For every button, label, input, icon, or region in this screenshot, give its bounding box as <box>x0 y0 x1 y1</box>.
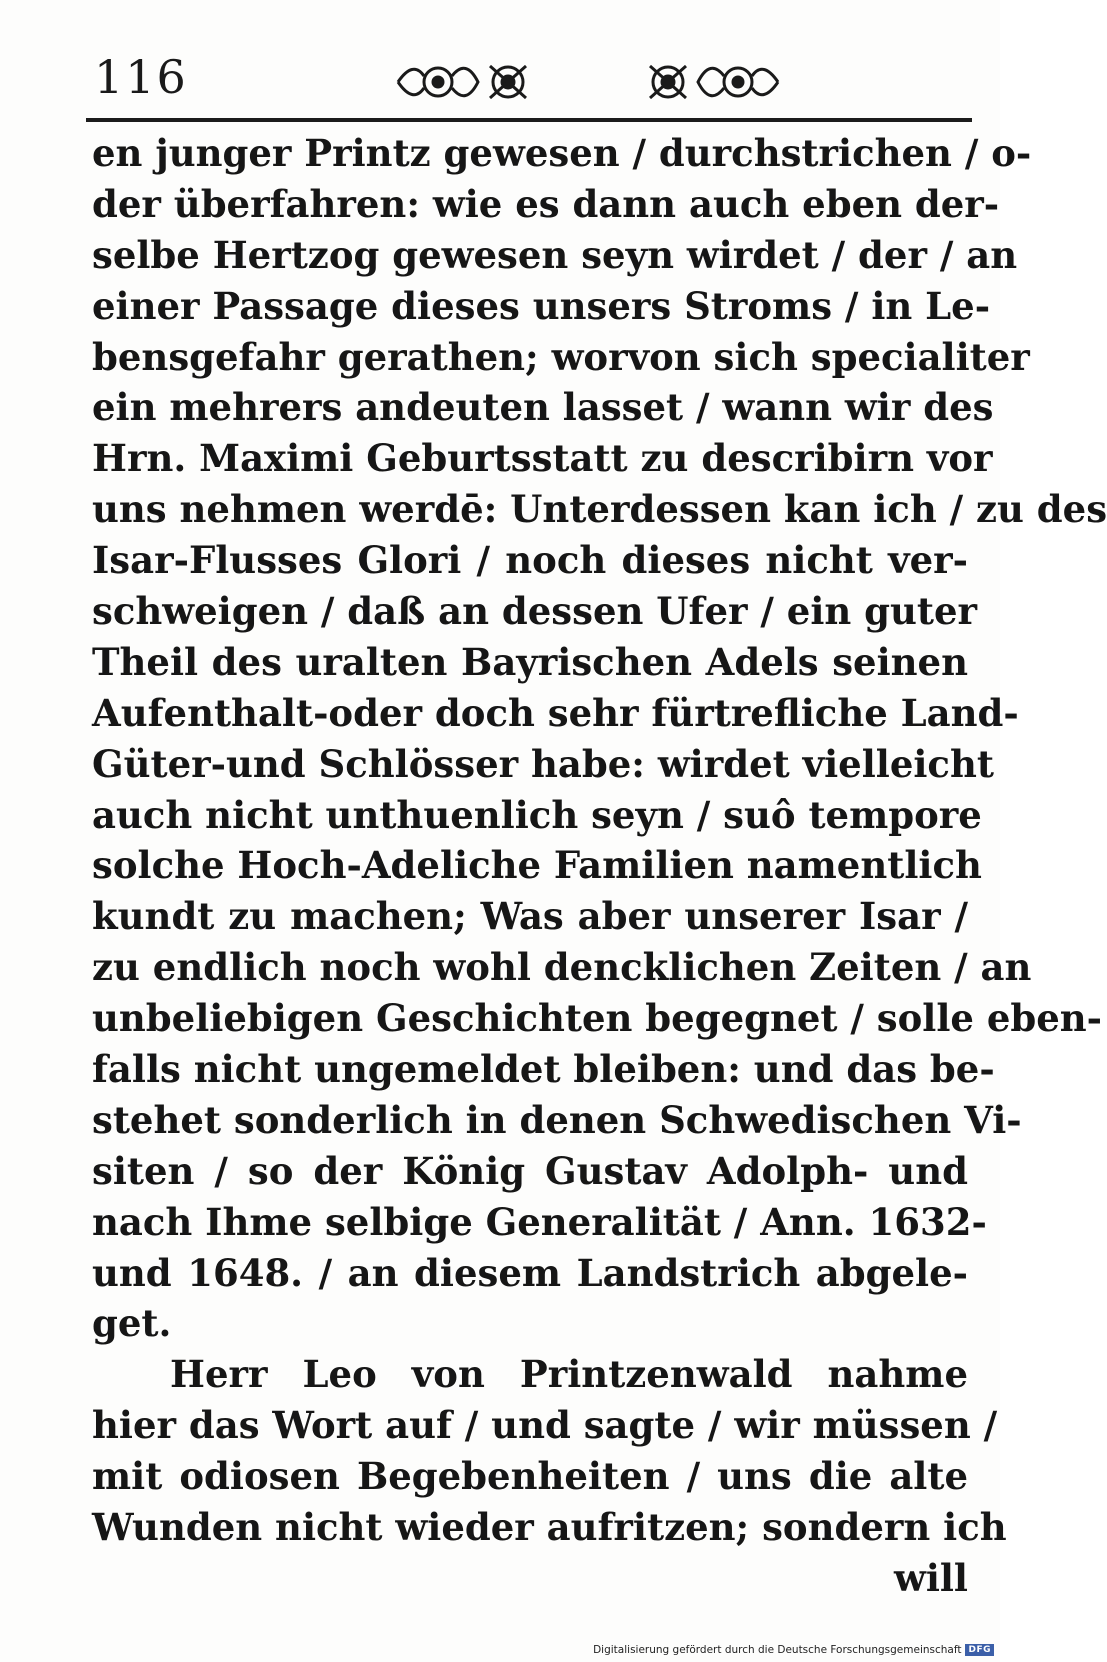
text-line: schweigen / daß an dessen Ufer / ein guter <box>92 589 978 634</box>
text-line: bensgefahr gerathen; worvon sich specialiter <box>92 334 1030 379</box>
body-text <box>92 128 1107 1604</box>
digitization-footer <box>593 1642 994 1658</box>
text-line: selbe Hertzog gewesen seyn wirdet / der / an <box>92 232 1018 277</box>
footer-credit: Digitalisierung gefördert durch die Deutsche Forschungsgemeinschaft <box>593 1644 962 1656</box>
text-line: Herr Leo von Printzenwald nahme <box>170 1352 968 1397</box>
text-line: Güter-und Schlösser habe: wirdet vielleicht <box>92 741 994 786</box>
page-header <box>88 46 970 120</box>
text-line: und 1648. / an diesem Landstrich abgele- <box>92 1250 968 1295</box>
text-line: falls nicht ungemeldet bleiben: und das be- <box>92 1047 995 1092</box>
catchword: will <box>893 1555 968 1600</box>
text-line: zu endlich noch wohl dencklichen Zeiten / an <box>92 945 1032 990</box>
text-line: kundt zu machen; Was aber unserer Isar / <box>92 894 968 939</box>
text-line: get. <box>92 1301 172 1346</box>
text-line: hier das Wort auf / und sagte / wir müssen / <box>92 1403 998 1448</box>
text-line: mit odiosen Begebenheiten / uns die alte <box>92 1454 968 1499</box>
text-line: Wunden nicht wieder aufritzen; sondern ich <box>92 1505 1007 1550</box>
text-line: ein mehrers andeuten lasset / wann wir des <box>92 385 994 430</box>
text-line: solche Hoch-Adeliche Familien namentlich <box>92 843 982 888</box>
text-line: Isar-Flusses Glori / noch dieses nicht ver- <box>92 538 968 583</box>
text-line: der überfahren: wie es dann auch eben der- <box>92 181 1000 226</box>
text-line: en junger Printz gewesen / durchstrichen / o- <box>92 131 1032 175</box>
text-line: Aufenthalt-oder doch sehr fürtrefliche Land- <box>92 690 1019 735</box>
text-line: Theil des uralten Bayrischen Adels seinen <box>92 639 968 684</box>
text-line: auch nicht unthuenlich seyn / suô tempore <box>92 792 982 837</box>
header-rule <box>86 118 972 122</box>
text-line: siten / so der König Gustav Adolph- und <box>92 1148 968 1193</box>
text-line: einer Passage dieses unsers Stroms / in Le- <box>92 283 991 328</box>
dfg-logo-icon: DFG <box>965 1644 994 1656</box>
text-line: unbeliebigen Geschichten begegnet / solle eben- <box>92 996 1103 1041</box>
text-line: stehet sonderlich in denen Schwedischen Vi- <box>92 1097 1022 1142</box>
ornament-icon <box>378 46 798 116</box>
text-line: Hrn. Maximi Geburtsstatt zu describirn vor <box>92 436 993 481</box>
text-line: nach Ihme selbige Generalität / Ann. 1632- <box>92 1199 987 1244</box>
page-number: 116 <box>94 50 188 104</box>
text-line: uns nehmen werdē: Unterdessen kan ich / zu des <box>92 487 1107 532</box>
